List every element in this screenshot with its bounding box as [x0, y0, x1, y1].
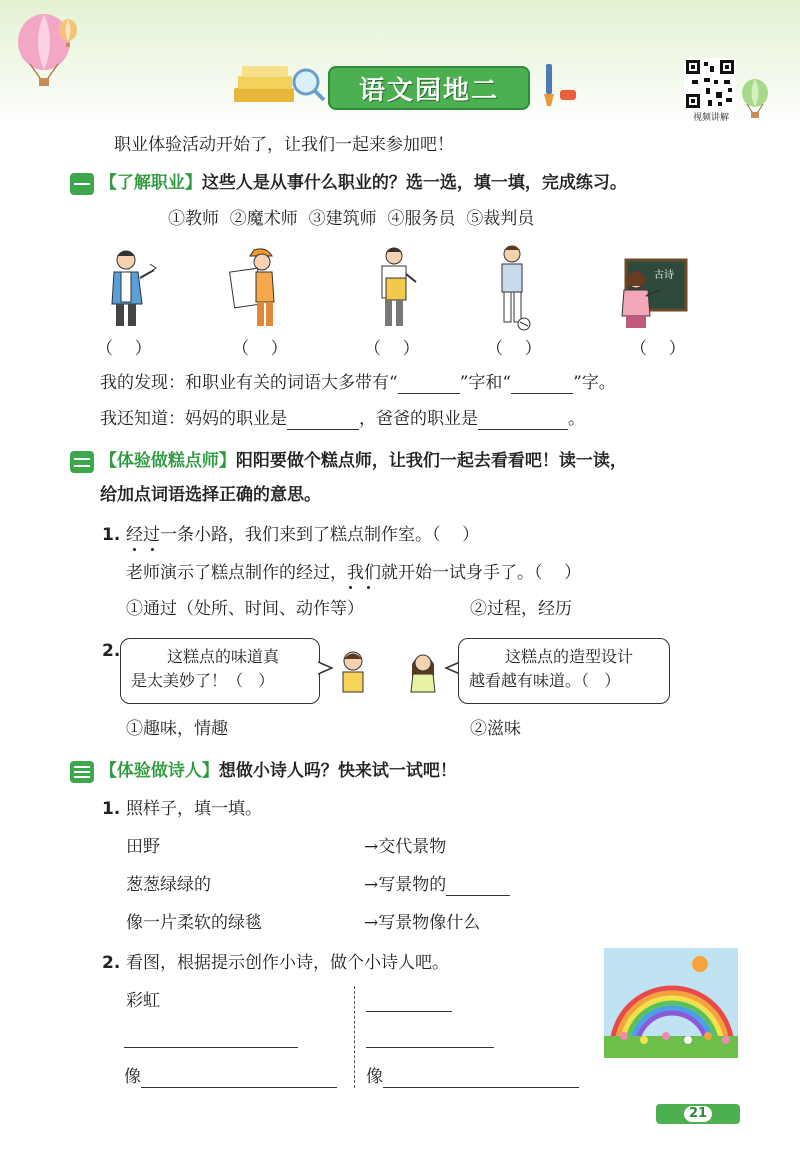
section2-tag: 【体验做糕点师】: [99, 451, 236, 471]
poem-like-word: 像: [124, 1067, 141, 1087]
answer-paren-2[interactable]: （ ）: [232, 339, 288, 359]
speech-bubble-left: [120, 638, 320, 704]
rainbow-picture: [604, 948, 738, 1058]
emphasis-dot: [367, 586, 370, 589]
s3-row-left: 像一片柔软的绿毯: [126, 913, 262, 933]
section1-heading: [70, 172, 627, 195]
section3-heading: [70, 760, 457, 783]
section3-tag: 【体验做诗人】: [99, 761, 219, 781]
architect-figure: [226, 246, 288, 332]
intro-text: 职业体验活动开始了，让我们一起来参加吧！: [114, 135, 454, 155]
poem-like-word: 像: [366, 1067, 383, 1087]
section1-instruction: 这些人是从事什么职业的？选一选，填一填，完成练习。: [201, 173, 627, 193]
brush-icon: [536, 60, 580, 108]
bubble2-line2: 越看越有味道。（ ）: [469, 671, 621, 690]
balloon-icon: [14, 12, 80, 92]
poem-like-right: [366, 1066, 579, 1088]
know-text-c: 。: [568, 409, 585, 429]
section3-instruction: 想做小诗人吗？快来试一试吧！: [218, 761, 457, 781]
emphasis-dot: [349, 586, 352, 589]
section2-instruction: 阳阳要做个糕点师，让我们一起去看看吧！读一读，: [235, 451, 627, 471]
answer-paren-1[interactable]: （ ）: [96, 339, 152, 359]
answer-paren-3[interactable]: （ ）: [364, 339, 420, 359]
section1-tag: 【了解职业】: [99, 173, 202, 193]
section3-number-icon: [70, 761, 94, 783]
bubble1-line1: 这糕点的味道真: [167, 647, 280, 666]
s3-row-right: →交代景物: [364, 837, 447, 857]
s3-q1-number: 1.: [102, 799, 121, 819]
referee-figure: [494, 242, 534, 332]
girl-figure: [408, 650, 438, 694]
boy-figure: [338, 650, 368, 694]
s3-q2-number: 2.: [102, 953, 121, 973]
balloon-right-icon: [738, 78, 772, 120]
board-text: 古诗: [654, 270, 674, 281]
section2-number-icon: [70, 451, 94, 473]
know-line: [100, 408, 585, 430]
speech-bubble-right: [458, 638, 670, 704]
page-title: 语文园地二: [358, 75, 499, 106]
s2-q2-option1: ①趣味，情趣: [126, 719, 228, 739]
know-text-a: 我还知道：妈妈的职业是: [100, 409, 287, 429]
s2-q1-line1: 经过一条小路，我们来到了糕点制作室。（ ）: [126, 525, 480, 545]
s2-q1-option1: ①通过（处所、时间、动作等）: [126, 599, 364, 619]
bubble1-line2: 是太美妙了！（ ）: [131, 671, 275, 690]
qr-code-icon[interactable]: [684, 58, 736, 110]
poem-blank-left-2[interactable]: [124, 1030, 298, 1048]
s2-q1-number: 1.: [102, 525, 121, 545]
poem-like-left: [124, 1066, 337, 1088]
s3-row-left: 葱葱绿绿的: [126, 875, 211, 895]
s3-row-right: [364, 874, 510, 896]
scene-describe-blank[interactable]: [446, 878, 510, 896]
s3-q2-title: 看图，根据提示创作小诗，做个小诗人吧。: [126, 953, 449, 973]
bubble-tail-left: [318, 660, 334, 676]
title-banner: [328, 66, 530, 110]
s2-q2-option2: ②滋味: [470, 719, 521, 739]
s2-q2-number: 2.: [102, 641, 121, 661]
poem-left-word: 彩虹: [126, 991, 160, 1011]
poem-blank-left-3[interactable]: [141, 1070, 337, 1088]
books-icon: [232, 58, 328, 114]
qr-caption: 视频讲解: [692, 113, 729, 123]
s2-q1-option2: ②过程，经历: [470, 599, 572, 619]
emphasis-dot: [151, 548, 154, 551]
mother-job-blank[interactable]: [287, 412, 359, 430]
discovery-text-b: ”字和“: [459, 373, 512, 393]
know-text-b: ，爸爸的职业是: [359, 409, 478, 429]
discovery-blank-1[interactable]: [398, 376, 460, 394]
page-number-badge: [656, 1104, 740, 1124]
discovery-text-c: ”字。: [573, 373, 616, 393]
waiter-figure: [372, 244, 422, 332]
teacher-figure: [612, 256, 688, 330]
poem-blank-right-3[interactable]: [383, 1070, 579, 1088]
section1-number-icon: [70, 173, 94, 195]
bubble2-line1: 这糕点的造型设计: [505, 647, 634, 666]
poem-blank-right-2[interactable]: [366, 1030, 494, 1048]
s3-row-left: 田野: [126, 837, 160, 857]
magician-figure: [104, 246, 164, 332]
poem-blank-right-1[interactable]: [366, 994, 452, 1012]
discovery-line: [100, 372, 616, 394]
discovery-text-a: 我的发现：和职业有关的词语大多带有“: [100, 373, 398, 393]
s3-row-right-text: →写景物的: [364, 875, 447, 895]
poem-divider: [354, 986, 355, 1088]
s3-q1-title: 照样子，填一填。: [126, 799, 262, 819]
answer-paren-5[interactable]: （ ）: [630, 339, 686, 359]
s3-row-right: →写景物像什么: [364, 913, 481, 933]
s2-q1-line2: 老师演示了糕点制作的经过，我们就开始一试身手了。（ ）: [126, 563, 582, 583]
section1-options: ①教师 ②魔术师 ③建筑师 ④服务员 ⑤裁判员: [168, 209, 535, 229]
emphasis-dot: [133, 548, 136, 551]
section2-instruction-2: 给加点词语选择正确的意思。: [100, 485, 321, 505]
father-job-blank[interactable]: [478, 412, 568, 430]
discovery-blank-2[interactable]: [511, 376, 573, 394]
answer-paren-4[interactable]: （ ）: [486, 339, 542, 359]
page-number: 21: [684, 1106, 712, 1122]
section2-heading: [70, 450, 627, 473]
